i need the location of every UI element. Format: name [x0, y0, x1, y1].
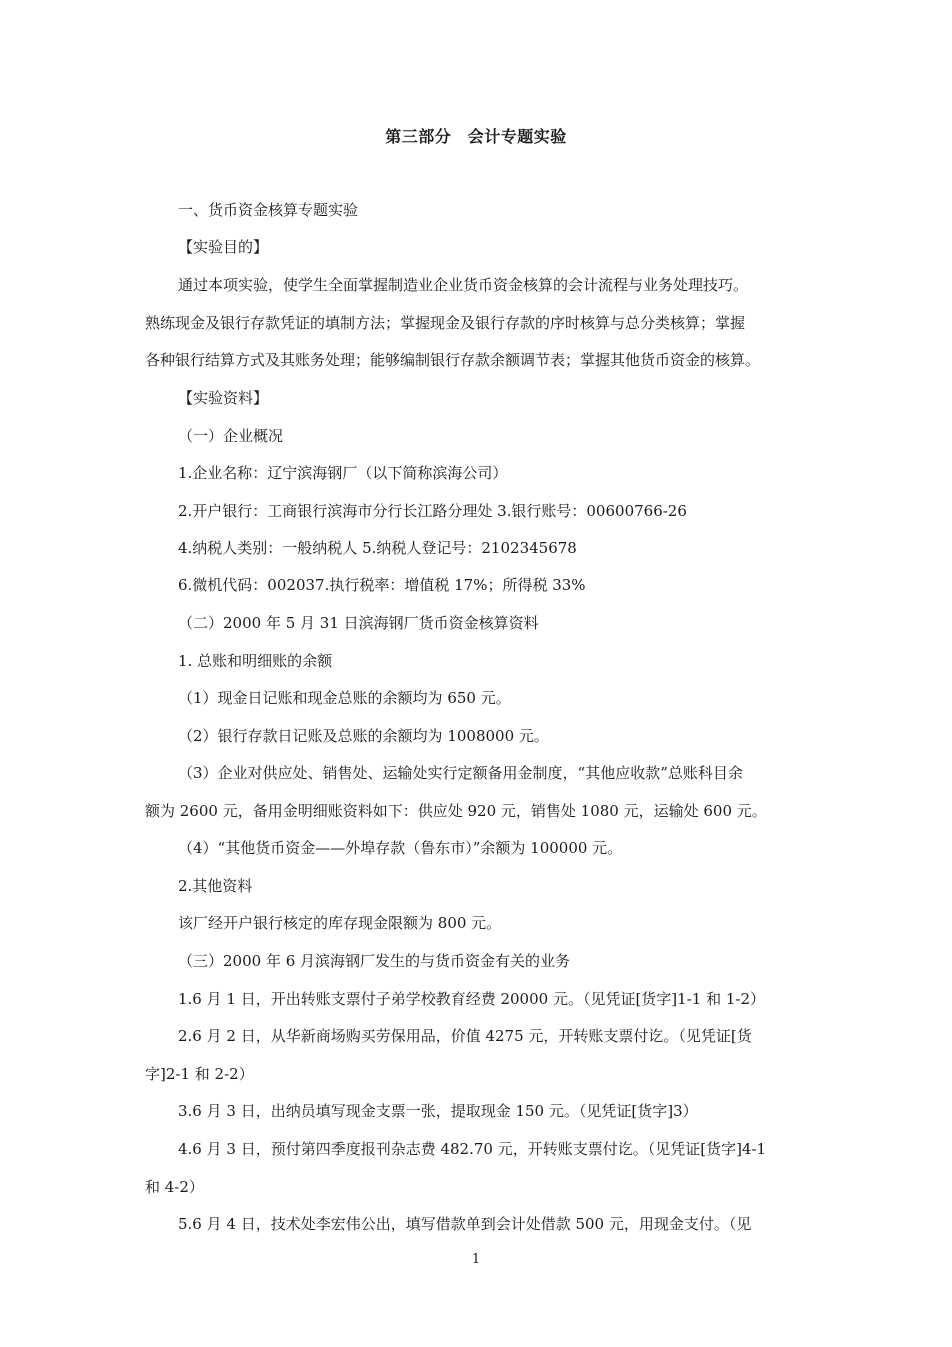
paragraph-line: （3）企业对供应处、销售处、运输处实行定额备用金制度，“其他应收款”总账科目余 — [178, 764, 743, 782]
paragraph-line: 额为 2600 元，备用金明细账资料如下：供应处 920 元，销售处 1080 元，运输处 600 元。 — [145, 802, 767, 820]
paragraph-line: 3.6 月 3 日，出纳员填写现金支票一张，提取现金 150 元。（见凭证[货字]3） — [178, 1102, 698, 1120]
paragraph-line: （2）银行存款日记账及总账的余额均为 1008000 元。 — [178, 727, 549, 745]
paragraph-line: （1）现金日记账和现金总账的余额均为 650 元。 — [178, 689, 511, 707]
section-heading: 一、货币资金核算专题实验 — [178, 201, 359, 219]
paragraph-line: 2.其他资料 — [178, 877, 253, 895]
page-title: 第三部分 会计专题实验 — [385, 127, 567, 146]
paragraph-line: 字]2-1 和 2-2） — [145, 1065, 254, 1083]
paragraph-line: 2.开户银行：工商银行滨海市分行长江路分理处 3.银行账号：00600766-26 — [178, 502, 687, 520]
paragraph-line: （三）2000 年 6 月滨海钢厂发生的与货币资金有关的业务 — [178, 952, 571, 970]
paragraph-line: （4）“其他货币资金——外埠存款（鲁东市）”余额为 100000 元。 — [178, 839, 623, 857]
paragraph-line: 1.6 月 1 日，开出转账支票付子弟学校教育经费 20000 元。（见凭证[货字]1-1 和 1-2） — [178, 990, 766, 1008]
paragraph-line: 通过本项实验，使学生全面掌握制造业企业货币资金核算的会计流程与业务处理技巧。 — [178, 276, 749, 294]
paragraph-line: 4.纳税人类别：一般纳税人 5.纳税人登记号：2102345678 — [178, 539, 577, 557]
paragraph-line: 各种银行结算方式及其账务处理；能够编制银行存款余额调节表；掌握其他货币资金的核算。 — [145, 351, 761, 369]
paragraph-line: 4.6 月 3 日，预付第四季度报刊杂志费 482.70 元，开转账支票付讫。（见凭证[货字]4-1 — [178, 1140, 767, 1158]
paragraph-line: 1.企业名称：辽宁滨海钢厂（以下简称滨海公司） — [178, 464, 508, 482]
paragraph-line: （二）2000 年 5 月 31 日滨海钢厂货币资金核算资料 — [178, 614, 539, 632]
paragraph-line: 2.6 月 2 日，从华新商场购买劳保用品，价值 4275 元，开转账支票付讫。（见凭证[货 — [178, 1027, 752, 1045]
page-number: 1 — [471, 1252, 481, 1267]
paragraph-line: （一）企业概况 — [178, 427, 284, 445]
paragraph-line: 该厂经开户银行核定的库存现金限额为 800 元。 — [178, 914, 502, 932]
paragraph-line: 和 4-2） — [145, 1178, 204, 1196]
paragraph-line: 5.6 月 4 日，技术处李宏伟公出，填写借款单到会计处借款 500 元，用现金支付。（见 — [178, 1215, 752, 1233]
paragraph-line: 1. 总账和明细账的余额 — [178, 652, 333, 670]
paragraph-line: 6.微机代码：002037.执行税率：增值税 17%；所得税 33% — [178, 576, 586, 594]
subsection-heading: 【实验资料】 — [178, 389, 269, 407]
subsection-heading: 【实验目的】 — [178, 238, 269, 256]
paragraph-line: 熟练现金及银行存款凭证的填制方法；掌握现金及银行存款的序时核算与总分类核算；掌握 — [145, 314, 746, 332]
